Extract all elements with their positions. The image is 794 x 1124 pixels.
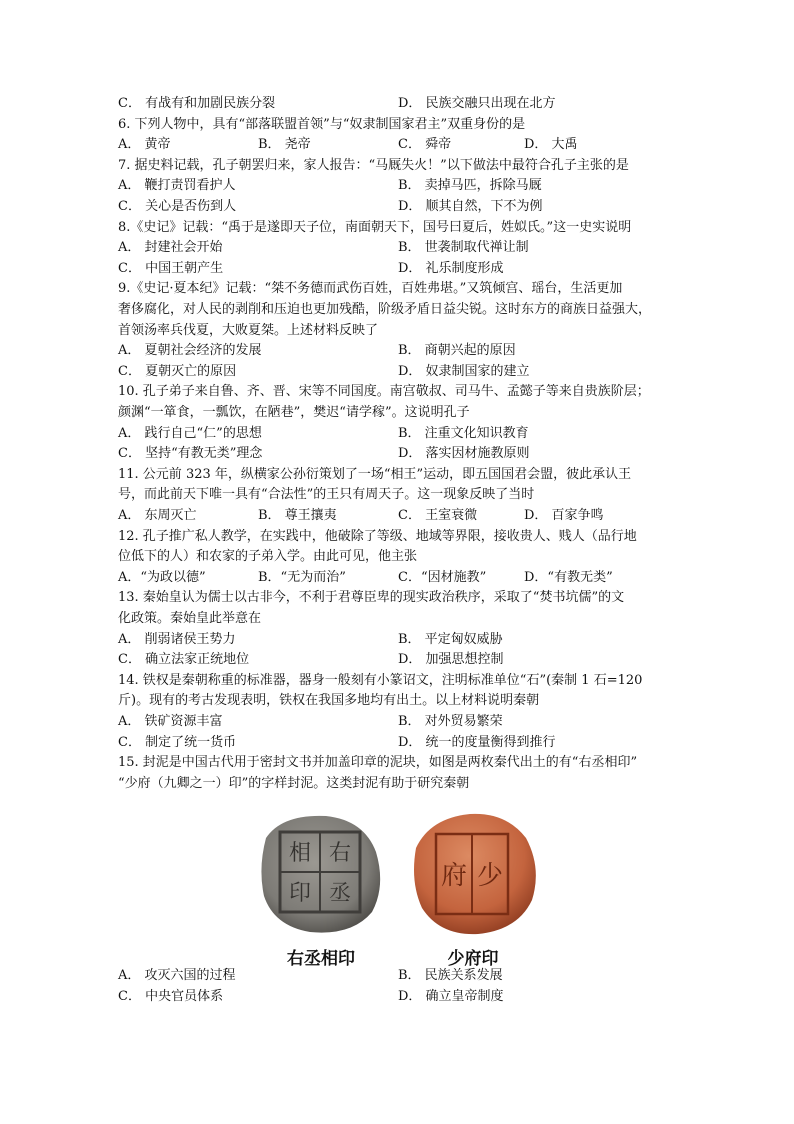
- question-stem-line: 化政策。秦始皇此举意在: [118, 611, 262, 626]
- left-seal-char-2: 右: [328, 841, 352, 866]
- right-seal-caption: 少府印: [447, 949, 499, 969]
- option-left: C． 有战有和加剧民族分裂: [118, 96, 276, 111]
- left-seal-image: [248, 808, 388, 938]
- option-left: C． 中国王朝产生: [118, 260, 224, 276]
- option-d: D． 百家争鸣: [524, 508, 604, 523]
- question-stem-line: 号，而此前天下唯一具有“合法性”的王只有周天子。这一现象反映了当时: [118, 487, 535, 503]
- question-stem-line: 12. 孔子推广私人教学，在实践中，他破除了等级、地域等界限，接收贵人、贱人（品行地: [118, 528, 637, 544]
- option-a: A． 黄帝: [118, 137, 171, 153]
- option-right: B． 卖掉马匹，拆除马厩: [398, 178, 542, 194]
- option-left: A． 铁矿资源丰富: [118, 714, 223, 729]
- option-left: C． 坚持“有教无类”理念: [118, 446, 263, 462]
- option-left: C． 夏朝灭亡的原因: [118, 363, 237, 379]
- option-right: B． 民族关系发展: [398, 968, 503, 983]
- option-left: C． 中央官员体系: [118, 988, 224, 1004]
- option-a: A．“为政以德”: [118, 569, 206, 585]
- option-right: D． 奴隶制国家的建立: [398, 363, 530, 379]
- option-right: D． 加强思想控制: [398, 652, 504, 668]
- question-stem-line: “少府（九卿之一）印”的字样封泥。这类封泥有助于研究秦朝: [118, 775, 470, 791]
- option-right: B． 世袭制取代禅让制: [398, 240, 529, 256]
- left-seal-caption: 右丞相印: [287, 949, 355, 969]
- option-right: D． 落实因材施教原则: [398, 446, 530, 462]
- option-b: B． 尧帝: [258, 137, 311, 153]
- question-stem-line: 位低下的人）和农家的子弟入学。由此可见，他主张: [118, 549, 418, 565]
- question-stem-line: 7. 据史料记载，孔子朝罢归来，家人报告：“马厩失火！”以下做法中最符合孔子主张的是: [118, 157, 629, 173]
- question-stem-line: 15. 封泥是中国古代用于密封文书并加盖印章的泥块，如图是两枚秦代出土的有“右丞相印”: [118, 755, 638, 771]
- question-stem-line: 首领汤率兵伐夏，大败夏桀。上述材料反映了: [118, 322, 379, 338]
- option-right: B． 商朝兴起的原因: [398, 343, 516, 359]
- option-a: A． 东周灭亡: [118, 508, 197, 523]
- option-left: C． 确立法家正统地位: [118, 652, 250, 668]
- right-seal-char-2: 少: [476, 861, 504, 891]
- question-stem-line: 6. 下列人物中，具有“部落联盟首领”与“奴隶制国家君主”双重身份的是: [118, 116, 526, 132]
- option-d: D． 大禹: [524, 137, 578, 153]
- left-seal-char-3: 印: [288, 881, 312, 906]
- left-seal-char-4: 丞: [328, 881, 352, 906]
- option-c: C．“因材施教”: [398, 569, 487, 585]
- option-b: B． 尊王攘夷: [258, 508, 337, 523]
- option-left: A． 践行自己“仁”的思想: [118, 425, 262, 441]
- question-stem-line: 8.《史记》记载：“禹于是遂即天子位，南面朝天下，国号曰夏后，姓姒氏。”这一史实说明: [118, 219, 632, 235]
- option-left: C． 制定了统一货币: [118, 734, 237, 750]
- option-right: D． 顺其自然，下不为例: [398, 199, 543, 214]
- option-right: D． 统一的度量衡得到推行: [398, 734, 556, 750]
- option-right: D． 礼乐制度形成: [398, 260, 504, 276]
- option-c: C． 王室衰微: [398, 508, 478, 523]
- seal-figure: [246, 808, 546, 968]
- question-stem-line: 13. 秦始皇认为儒士以古非今，不利于君尊臣卑的现实政治秩序，采取了“焚书坑儒”的文: [118, 590, 625, 606]
- option-right: D． 确立皇帝制度: [398, 988, 504, 1004]
- option-left: A． 削弱诸侯王势力: [118, 631, 236, 647]
- question-stem-line: 奢侈腐化，对人民的剥削和压迫也更加残酷，阶级矛盾日益尖锐。这时东方的商族日益强大，: [118, 302, 652, 317]
- option-left: A． 封建社会开始: [118, 240, 223, 256]
- question-stem-line: 斤)。现有的考古发现表明，铁权在我国多地均有出土。以上材料说明秦朝: [118, 693, 540, 709]
- question-stem-line: 11. 公元前 323 年，纵横家公孙衍策划了一场“相王”运动，即五国国君会盟，彼此承认王: [118, 466, 632, 482]
- question-stem-line: 10. 孔子弟子来自鲁、齐、晋、宋等不同国度。南宫敬叔、司马牛、孟懿子等来自贵族阶层；: [118, 384, 650, 400]
- option-b: B．“无为而治”: [258, 569, 346, 585]
- option-d: D．“有教无类”: [524, 569, 613, 585]
- option-right: B． 对外贸易繁荣: [398, 714, 503, 729]
- option-left: A． 鞭打责罚看护人: [118, 178, 236, 194]
- option-c: C． 舜帝: [398, 137, 452, 153]
- option-right: B． 注重文化知识教育: [398, 425, 529, 441]
- option-left: A． 夏朝社会经济的发展: [118, 343, 262, 359]
- option-left: C． 关心是否伤到人: [118, 199, 237, 214]
- option-right: B． 平定匈奴威胁: [398, 631, 503, 647]
- left-seal-char-1: 相: [288, 841, 312, 866]
- option-right: D． 民族交融只出现在北方: [398, 96, 556, 111]
- option-left: A． 攻灭六国的过程: [118, 968, 236, 983]
- right-seal-char-1: 府: [440, 861, 468, 891]
- question-stem-line: 颜渊“一箪食，一瓢饮，在陋巷”，樊迟“请学稼”。这说明孔子: [118, 405, 470, 420]
- question-stem-line: 14. 铁权是秦朝称重的标准器，器身一般刻有小篆诏文，注明标准单位“石”(秦制 1 石=120: [118, 672, 643, 688]
- right-seal-image: [402, 808, 542, 940]
- question-stem-line: 9.《史记·夏本纪》记载：“桀不务德而武伤百姓，百姓弗堪。”又筑倾宫、瑶台，生活更加: [118, 281, 623, 297]
